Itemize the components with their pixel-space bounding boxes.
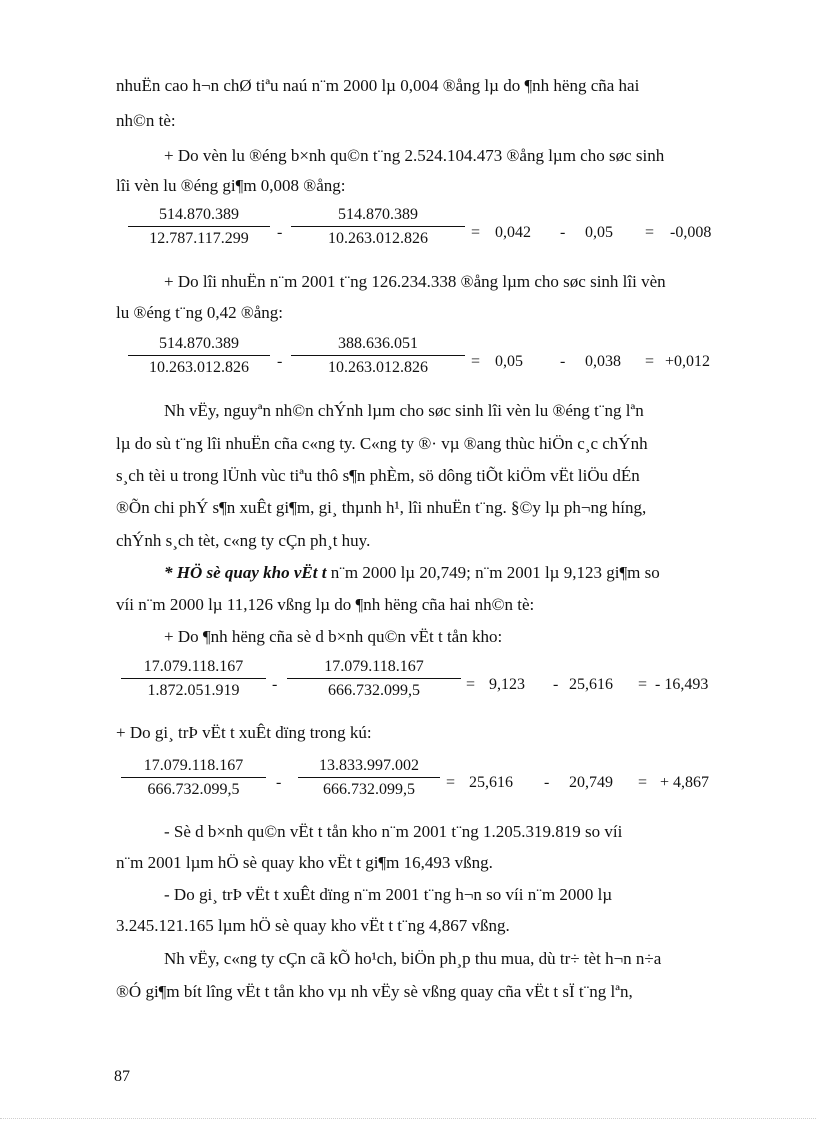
eq1-numerator-1: 514.870.389 — [159, 206, 239, 223]
eq4-fraction-1 — [121, 757, 266, 799]
dash-item-2-line-1: - Do gi¸ trÞ vËt t xuÊt dïng n¨m 2001 t¨ng h¬n so víi n¨m 2000 lµ — [164, 885, 613, 904]
eq1-operator: - — [277, 224, 283, 241]
section-heading — [164, 563, 660, 583]
eq3-value-1: 9,123 — [489, 676, 525, 693]
final-line-2: ®Ó gi¶m bít lîng vËt t tån kho vµ nh vËy sè vßng quay cña vËt t sÏ t¨ng lªn, — [116, 982, 633, 1001]
factor-line-2: + Do gi¸ trÞ vËt t xuÊt dïng trong kú: — [116, 723, 372, 742]
page-number: 87 — [114, 1068, 130, 1085]
eq4-denominator-1: 666.732.099,5 — [147, 781, 240, 798]
eq3-denominator-2: 666.732.099,5 — [328, 682, 420, 699]
eq2-operator: - — [277, 353, 283, 370]
eq3-minus: - — [553, 676, 559, 693]
eq4-operator: - — [276, 774, 282, 791]
eq2-denominator-1: 10.263.012.826 — [149, 359, 249, 376]
eq1-value-2: 0,05 — [585, 224, 613, 241]
dash-item-1-line-2: n¨m 2001 lµm hÖ sè quay kho vËt t gi¶m 16,493 vßng. — [116, 853, 493, 872]
eq2-value-2: 0,038 — [585, 353, 621, 370]
eq3-operator: - — [272, 676, 278, 693]
eq1-fraction-2 — [291, 206, 465, 248]
eq3-numerator-1: 17.079.118.167 — [143, 658, 244, 675]
eq1-minus: - — [560, 224, 566, 241]
eq3-numerator-2: 17.079.118.167 — [324, 658, 424, 675]
conclusion-line-5: chÝnh s¸ch tèt, c«ng ty cÇn ph¸t huy. — [116, 531, 371, 550]
eq2-equals: = — [471, 353, 481, 370]
eq2-value-1: 0,05 — [495, 353, 523, 370]
eq2-result: +0,012 — [665, 353, 711, 370]
conclusion-line-4: ®Õn chi phÝ s¶n xuÊt gi¶m, gi¸ thµnh h¹, lîi nhuËn t¨ng. §©y lµ ph¬ng híng, — [116, 498, 647, 517]
eq2-numerator-1: 514.870.389 — [159, 335, 239, 352]
eq1-equals-2: = — [645, 224, 655, 241]
text-line-5: + Do lîi nhuËn n¨m 2001 t¨ng 126.234.338 ®ång lµm cho søc sinh lîi vèn — [164, 272, 666, 291]
text-line-3: + Do vèn lu ®éng b×nh qu©n t¨ng 2.524.104.473 ®ång lµm cho søc sinh — [164, 146, 665, 165]
eq2-minus: - — [560, 353, 566, 370]
final-line-1: Nh vËy, c«ng ty cÇn cã kÕ ho¹ch, biÖn ph¸p thu mua, dù tr÷ tèt h¬n n÷a — [164, 949, 662, 968]
factor-line-1: + Do ¶nh hëng cña sè d b×nh qu©n vËt t tån kho: — [164, 627, 503, 646]
eq1-value-1: 0,042 — [495, 224, 531, 241]
dash-item-2-line-2: 3.245.121.165 lµm hÖ sè quay kho vËt t t¨ng 4,867 vßng. — [116, 916, 510, 935]
eq4-denominator-2: 666.732.099,5 — [323, 781, 415, 798]
eq4-value-1: 25,616 — [469, 774, 513, 791]
eq3-equals-2: = — [638, 676, 648, 693]
eq2-numerator-2: 388.636.051 — [338, 335, 418, 352]
text-line-6: lu ®éng t¨ng 0,42 ®ång: — [116, 303, 284, 322]
text-line-1: nhuËn cao h¬n chØ tiªu naú n¨m 2000 lµ 0,004 ®ång lµ do ¶nh hëng cña hai — [116, 76, 640, 95]
text-line-4: lîi vèn lu ®éng gi¶m 0,008 ®ång: — [116, 176, 346, 195]
eq3-fraction-2 — [287, 658, 461, 700]
eq3-result: - 16,493 — [655, 676, 709, 693]
eq4-numerator-1: 17.079.118.167 — [143, 757, 244, 774]
eq1-fraction-1 — [128, 206, 270, 248]
eq3-value-2: 25,616 — [569, 676, 613, 693]
text-line-2: nh©n tè: — [116, 111, 176, 130]
page-bottom-divider — [0, 1118, 816, 1119]
text-line-h2: víi n¨m 2000 lµ 11,126 vßng lµ do ¶nh hëng cña hai nh©n tè: — [116, 595, 535, 614]
eq1-numerator-2: 514.870.389 — [338, 206, 418, 223]
eq4-fraction-2 — [298, 757, 440, 799]
section-heading-rest: n¨m 2000 lµ 20,749; n¨m 2001 lµ 9,123 gi¶m so — [326, 563, 660, 582]
eq4-minus: - — [544, 774, 550, 791]
eq2-denominator-2: 10.263.012.826 — [328, 359, 428, 376]
eq3-fraction-1 — [121, 658, 266, 700]
section-heading-bold: * HÖ sè quay kho vËt t — [164, 563, 327, 582]
eq4-equals: = — [446, 774, 456, 791]
eq4-value-2: 20,749 — [569, 774, 613, 791]
eq1-denominator-1: 12.787.117.299 — [149, 230, 249, 247]
dash-item-1-line-1: - Sè d b×nh qu©n vËt t tån kho n¨m 2001 t¨ng 1.205.319.819 so víi — [164, 822, 623, 841]
conclusion-line-2: lµ do sù t¨ng lîi nhuËn cña c«ng ty. C«ng ty ®· vµ ®ang thùc hiÖn c¸c chÝnh — [116, 434, 648, 453]
eq3-denominator-1: 1.872.051.919 — [147, 682, 240, 699]
eq4-result: + 4,867 — [660, 774, 710, 791]
conclusion-line-1: Nh vËy, nguyªn nh©n chÝnh lµm cho søc sinh lîi vèn lu ®éng t¨ng lªn — [164, 401, 644, 420]
eq2-fraction-2 — [291, 335, 465, 377]
eq1-equals: = — [471, 224, 481, 241]
eq4-numerator-2: 13.833.997.002 — [319, 757, 419, 774]
conclusion-line-3: s¸ch tèi u trong lÜnh vùc tiªu thô s¶n phÈm, sö dông tiÕt kiÖm vËt liÖu dÉn — [116, 466, 640, 485]
eq1-result: -0,008 — [670, 224, 712, 241]
eq1-denominator-2: 10.263.012.826 — [328, 230, 428, 247]
eq4-equals-2: = — [638, 774, 648, 791]
eq2-equals-2: = — [645, 353, 655, 370]
eq3-equals: = — [466, 676, 476, 693]
eq2-fraction-1 — [128, 335, 270, 377]
